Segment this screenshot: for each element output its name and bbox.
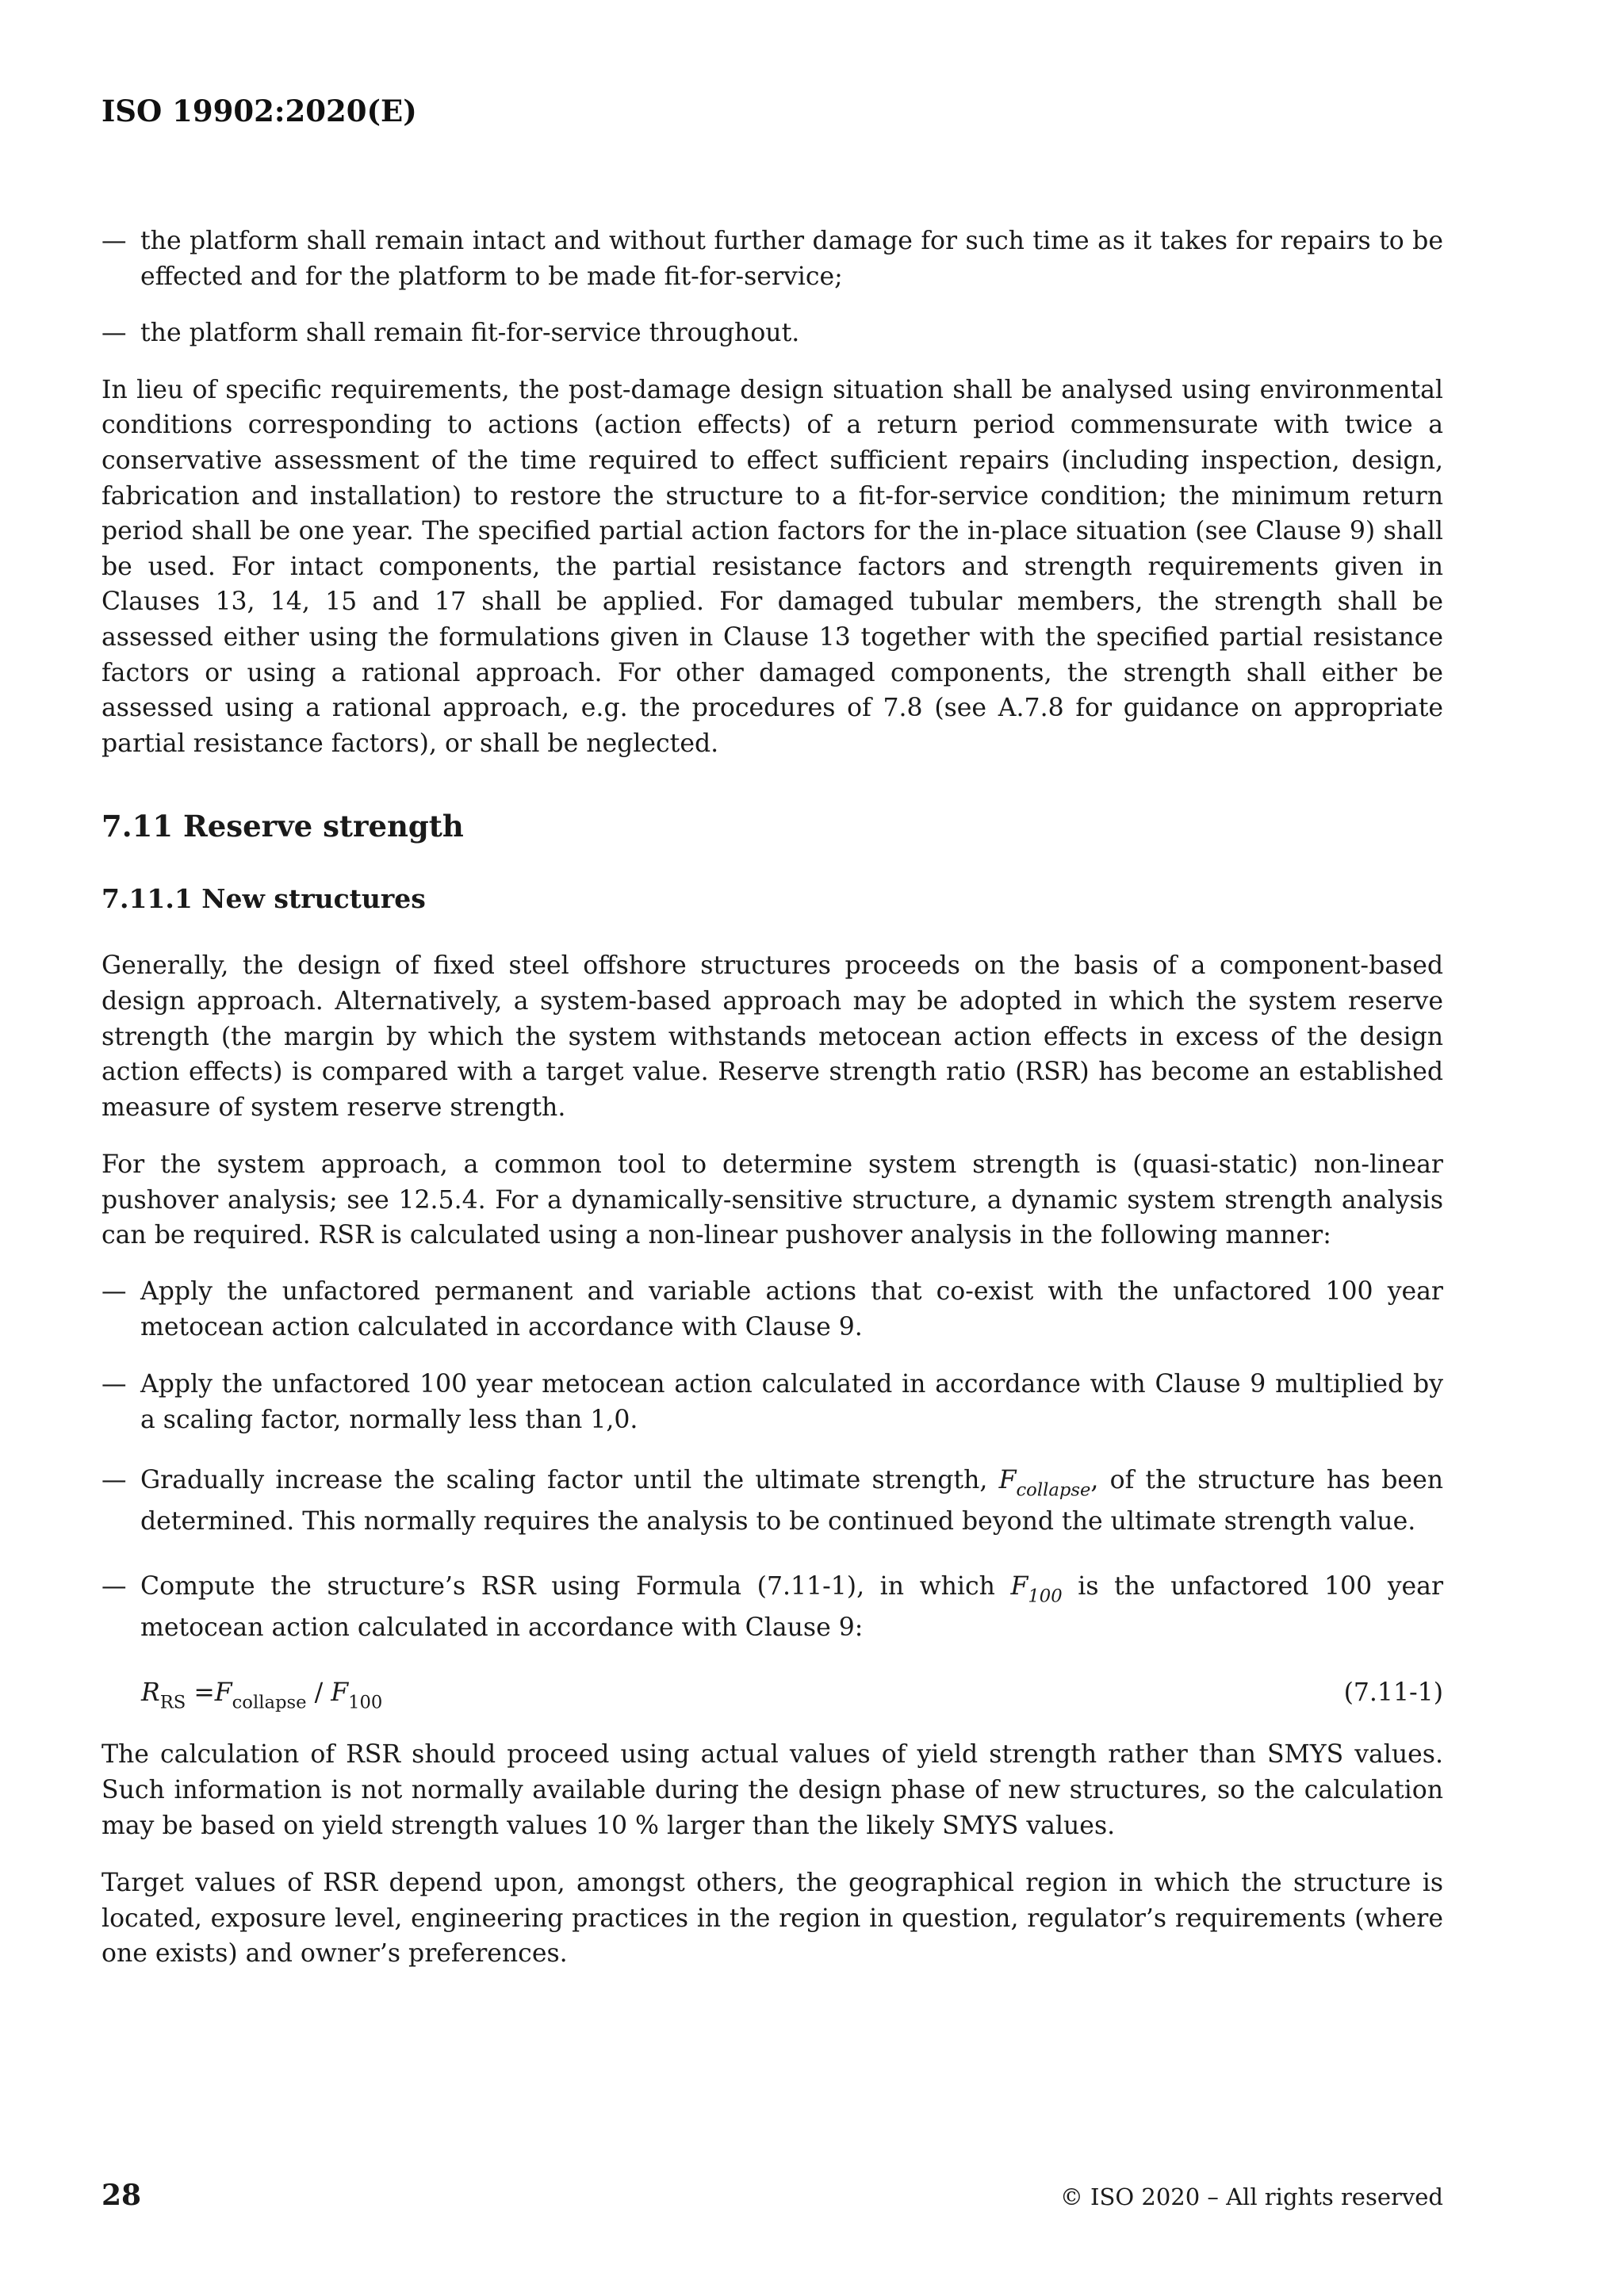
em-dash-bullet: — bbox=[102, 1466, 127, 1495]
list-item-text: is the unfactored 100 year metocean action calculated in accordance with Clause 9: bbox=[140, 1572, 1444, 1643]
subsection-heading: 7.11.1 New structures bbox=[102, 883, 426, 915]
list-item bbox=[102, 1460, 1443, 1542]
paragraph-yield-strength: The calculation of RSR should proceed using actual values of yield strength rather than SMYS values. Such information is not normally available during the design phase of new structures, so the calculation may be based on yield strength values 10 % larger than the likely SMYS values. bbox=[102, 1740, 1443, 1840]
list-item bbox=[102, 1367, 1443, 1437]
list-item-text: Apply the unfactored 100 year metocean action calculated in accordance with Clause 9 multiplied by a scaling factor, normally less than 1,0. bbox=[140, 1370, 1443, 1434]
list-item-text: the platform shall remain intact and without further damage for such time as it takes for repairs to be effected and for the platform to be made fit-for-service; bbox=[140, 227, 1443, 291]
list-item bbox=[102, 316, 1443, 351]
em-dash-bullet: — bbox=[102, 319, 127, 348]
page-number: 28 bbox=[102, 2179, 142, 2212]
list-item-text: the platform shall remain fit-for-service throughout. bbox=[140, 319, 800, 348]
list-item bbox=[102, 1274, 1443, 1345]
document-id-header: ISO 19902:2020(E) bbox=[102, 94, 417, 128]
copyright-notice: © ISO 2020 – All rights reserved bbox=[1059, 2183, 1443, 2210]
formula-number: (7.11-1) bbox=[1343, 1678, 1443, 1708]
section-heading: 7.11 Reserve strength bbox=[102, 809, 464, 844]
division-slash: / bbox=[314, 1678, 324, 1708]
list-item bbox=[102, 1566, 1443, 1648]
list-item-text: Gradually increase the scaling factor until the ultimate strength, bbox=[140, 1466, 999, 1495]
paragraph-target-values: Target values of RSR depend upon, amongst others, the geographical region in which the structure is located, exposure level, engineering practices in the region in question, regulator’s requirements (where one exists) and owner’s preferences. bbox=[102, 1869, 1443, 1969]
list-item bbox=[102, 224, 1443, 294]
em-dash-bullet: — bbox=[102, 227, 127, 255]
symbol-F-100: $F_{100}$ bbox=[331, 1678, 383, 1713]
symbol-F-collapse: $F_{collapse}$ bbox=[214, 1678, 307, 1713]
em-dash-bullet: — bbox=[102, 1370, 127, 1399]
equals-sign: = bbox=[193, 1678, 215, 1708]
list-item-text: , of the structure has been determined. This normally requires the analysis to be continued beyond the ultimate strength value. bbox=[140, 1466, 1443, 1536]
symbol-R-RS: $R_{RS}$ bbox=[141, 1678, 186, 1713]
symbol-F-100: $F_{100}$ bbox=[1010, 1572, 1063, 1607]
list-item-text: Compute the structure’s RSR using Formula (7.11-1), in which bbox=[140, 1572, 1011, 1601]
symbol-F-collapse: $F_{collapse}$ bbox=[998, 1466, 1091, 1501]
paragraph-system-approach: Generally, the design of fixed steel offshore structures proceeds on the basis of a component-based design approach. Alternatively, a system-based approach may be adopted in which the system reserve strength (the margin by which the system withstands metocean action effects in excess of the design action effects) is compared with a target value. Reserve strength ratio (RSR) has become an established measure of system reserve strength. bbox=[102, 951, 1443, 1122]
em-dash-bullet: — bbox=[102, 1572, 127, 1601]
paragraph-pushover: For the system approach, a common tool to determine system strength is (quasi-static) non-linear pushover analysis; see 12.5.4. For a dynamically-sensitive structure, a dynamic system strength analysis can be required. RSR is calculated using a non-linear pushover analysis in the following manner: bbox=[102, 1150, 1443, 1250]
page-body bbox=[102, 224, 1443, 1972]
list-item-text: Apply the unfactored permanent and variable actions that co-exist with the unfactored 100 year metocean action calculated in accordance with Clause 9. bbox=[140, 1277, 1443, 1341]
post-damage-paragraph: In lieu of specific requirements, the post-damage design situation shall be analysed using environmental conditions corresponding to actions (action effects) of a return period commensurate with twice a conservative assessment of the time required to effect sufficient repairs (including inspection, design, fabrication and installation) to restore the structure to a fit-for-service condition; the minimum return period shall be one year. The specified partial action factors for the in-place situation (see Clause 9) shall be used. For intact components, the partial resistance factors and strength requirements given in Clauses 13, 14, 15 and 17 shall be applied. For damaged tubular members, the strength shall be assessed either using the formulations given in Clause 13 together with the specified partial resistance factors or using a rational approach. For other damaged components, the strength shall either be assessed using a rational approach, e.g. the procedures of 7.8 (see A.7.8 for guidance on appropriate partial resistance factors), or shall be neglected. bbox=[102, 375, 1443, 758]
formula-7-11-1 bbox=[102, 1675, 1443, 1713]
em-dash-bullet: — bbox=[102, 1277, 127, 1307]
